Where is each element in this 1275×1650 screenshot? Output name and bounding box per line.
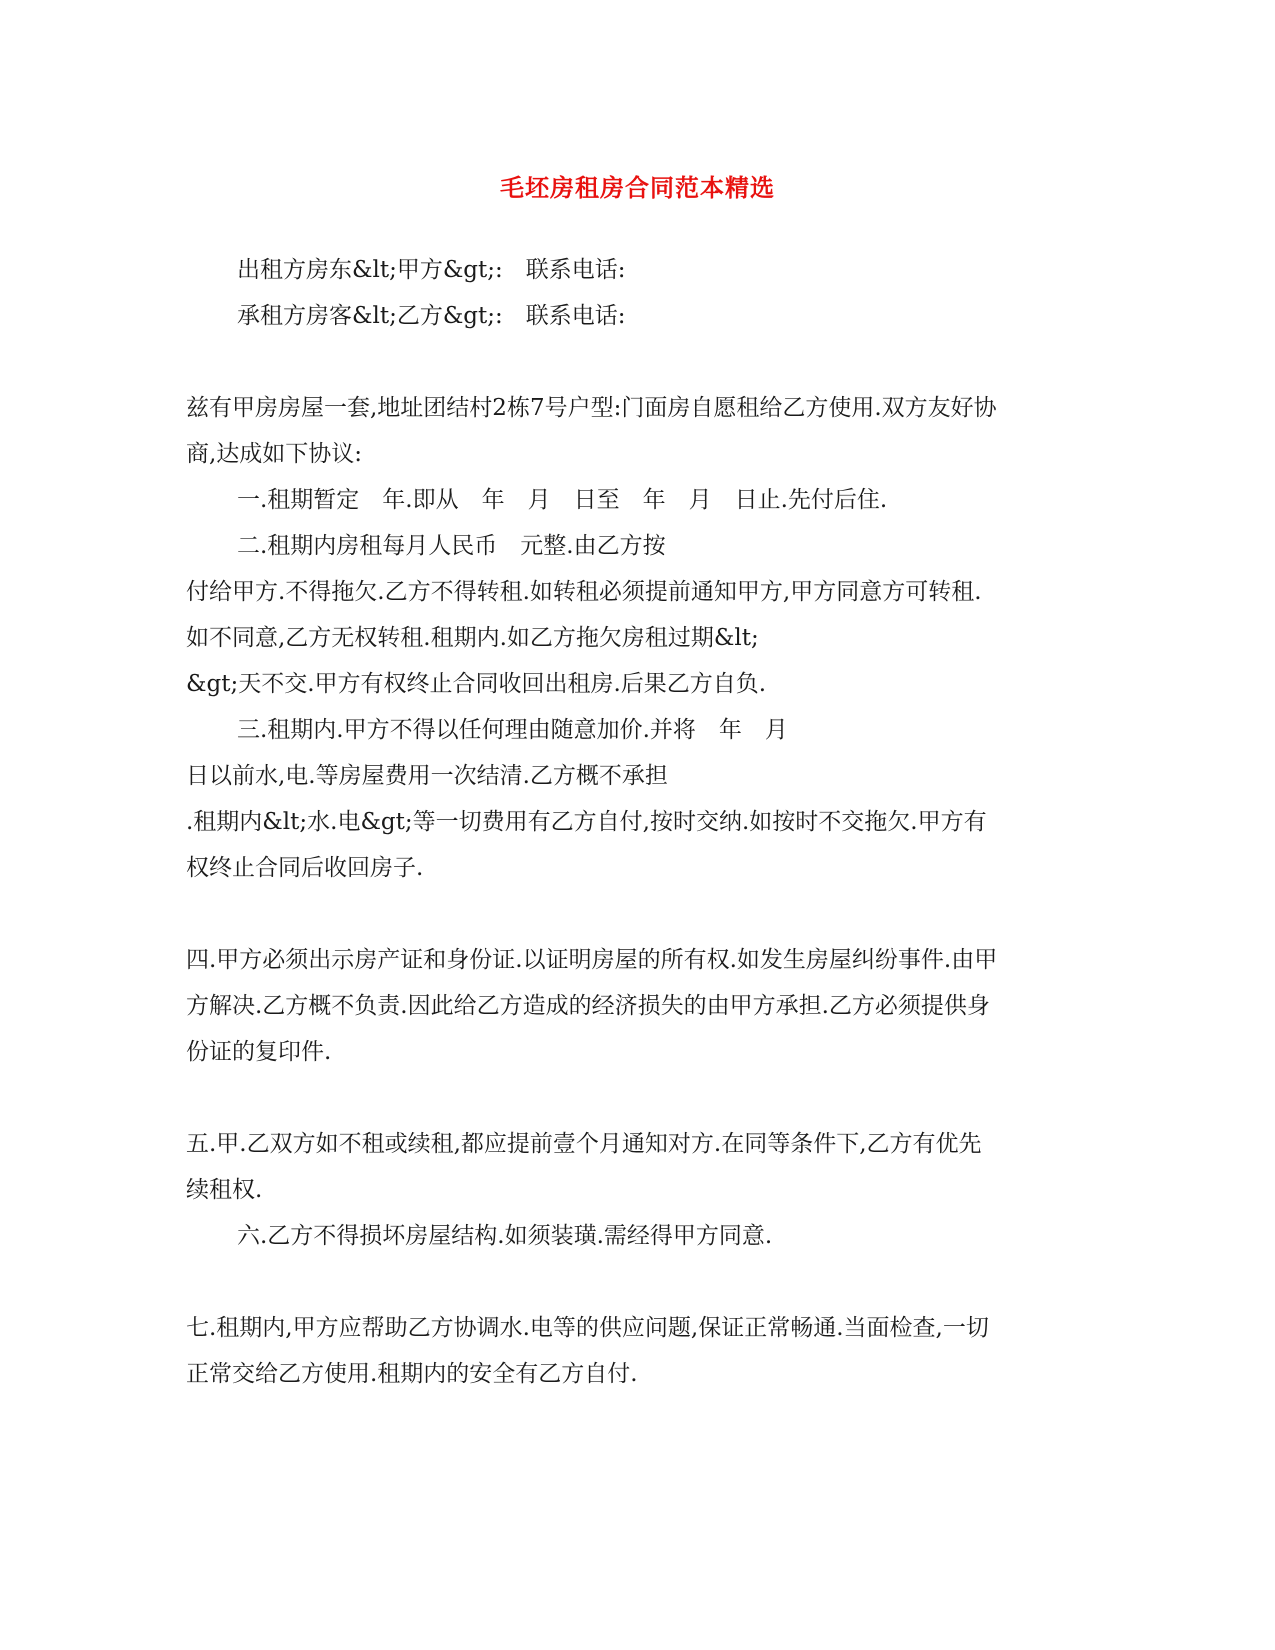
lessee-line: 承租方房客&lt;乙方&gt;: 联系电话: xyxy=(237,303,626,329)
clause-3-line-2: 日以前水,电.等房屋费用一次结清.乙方概不承担 xyxy=(186,763,668,789)
clause-7-line-1: 七.租期内,甲方应帮助乙方协调水.电等的供应问题,保证正常畅通.当面检查,一切 xyxy=(186,1315,989,1341)
clause-5-line-1: 五.甲.乙双方如不租或续租,都应提前壹个月通知对方.在同等条件下,乙方有优先 xyxy=(186,1131,982,1157)
clause-3-line-3: .租期内&lt;水.电&gt;等一切费用有乙方自付,按时交纳.如按时不交拖欠.甲方有 xyxy=(186,809,987,835)
clause-2-line-2: 付给甲方.不得拖欠.乙方不得转租.如转租必须提前通知甲方,甲方同意方可转租. xyxy=(186,579,982,605)
intro-line-1: 兹有甲房房屋一套,地址团结村2栋7号户型:门面房自愿租给乙方使用.双方友好协 xyxy=(186,395,997,421)
clause-4-line-3: 份证的复印件. xyxy=(186,1039,332,1065)
document-title: 毛坯房租房合同范本精选 xyxy=(500,173,775,202)
clause-1: 一.租期暂定 年.即从 年 月 日至 年 月 日止.先付后住. xyxy=(237,487,888,513)
clause-6: 六.乙方不得损坏房屋结构.如须装璜.需经得甲方同意. xyxy=(237,1223,773,1249)
clause-5-line-2: 续租权. xyxy=(186,1177,263,1203)
clause-4-line-2: 方解决.乙方概不负责.因此给乙方造成的经济损失的由甲方承担.乙方必须提供身 xyxy=(186,993,990,1019)
clause-2-line-1: 二.租期内房租每月人民币 元整.由乙方按 xyxy=(237,533,666,559)
clause-2-line-4: &gt;天不交.甲方有权终止合同收回出租房.后果乙方自负. xyxy=(186,671,767,697)
clause-3-line-4: 权终止合同后收回房子. xyxy=(186,855,424,881)
clause-4-line-1: 四.甲方必须出示房产证和身份证.以证明房屋的所有权.如发生房屋纠纷事件.由甲 xyxy=(186,947,998,973)
lessor-line: 出租方房东&lt;甲方&gt;: 联系电话: xyxy=(237,257,626,283)
clause-7-line-2: 正常交给乙方使用.租期内的安全有乙方自付. xyxy=(186,1361,638,1387)
clause-2-line-3: 如不同意,乙方无权转租.租期内.如乙方拖欠房租过期&lt; xyxy=(186,625,759,651)
intro-line-2: 商,达成如下协议: xyxy=(186,441,363,467)
clause-3-line-1: 三.租期内.甲方不得以任何理由随意加价.并将 年 月 xyxy=(237,717,788,743)
